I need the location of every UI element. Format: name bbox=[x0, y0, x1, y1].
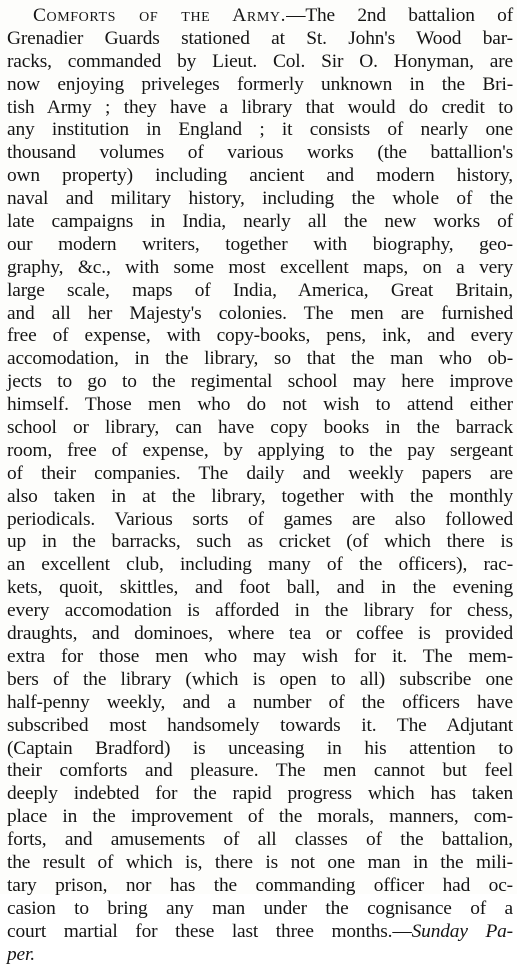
article-text-line: any institution in England ; it consists of nearly one bbox=[7, 119, 513, 141]
article-text-line: late campaigns in India, nearly all the new works of bbox=[7, 211, 513, 233]
article-column bbox=[7, 5, 513, 966]
article-text-line: an excellent club, including many of the officers), rac- bbox=[7, 554, 513, 576]
article-text-line: the result of which is, there is not one man in the mili- bbox=[7, 851, 513, 873]
article-text-line: large scale, maps of India, America, Great Britain, bbox=[7, 279, 513, 301]
article-text-line: of their companies. The daily and weekly papers are bbox=[7, 462, 513, 484]
article-text-line: now enjoying priveleges formerly unknown in the Bri- bbox=[7, 73, 513, 95]
article-headline: Comforts of the Army. bbox=[33, 5, 287, 26]
article-text-line: accomodation, in the library, so that the man who ob- bbox=[7, 348, 513, 370]
article-last-text-line bbox=[7, 921, 513, 944]
article-text-line: jects to go to the regimental school may here improve bbox=[7, 371, 513, 393]
article-text-line: every accomodation is afforded in the library for chess, bbox=[7, 600, 513, 622]
article-text-line: periodicals. Various sorts of games are also followed bbox=[7, 508, 513, 530]
article-text-line: extra for those men who may wish for it. The mem- bbox=[7, 645, 513, 667]
article-source: Sunday Pa- bbox=[411, 920, 513, 942]
article-text-line: subscribed most handsomely towards it. The Adjutant bbox=[7, 714, 513, 736]
article-text-line: naval and military history, including the whole of the bbox=[7, 188, 513, 210]
article-text-line: half-penny weekly, and a number of the officers have bbox=[7, 691, 513, 713]
article-text-line: racks, commanded by Lieut. Col. Sir O. Honyman, are bbox=[7, 50, 513, 72]
article-text-line: draughts, and dominoes, where tea or coffee is provided bbox=[7, 623, 513, 645]
article-text-line: Grenadier Guards stationed at St. John's Wood bar- bbox=[7, 27, 513, 49]
article-text-line: their comforts and pleasure. The men cannot but feel bbox=[7, 760, 513, 782]
article-text-line: deeply indebted for the rapid progress which has taken bbox=[7, 783, 513, 805]
article-text-line: (Captain Bradford) is unceasing in his attention to bbox=[7, 737, 513, 759]
article-text-line: and all her Majesty's colonies. The men are furnished bbox=[7, 302, 513, 324]
article-text-line: himself. Those men who do not wish to attend either bbox=[7, 394, 513, 416]
article-text-line: own property) including ancient and modern history, bbox=[7, 165, 513, 187]
article-text-line: forts, and amusements of all classes of the battalion, bbox=[7, 829, 513, 851]
article-source-end: per. bbox=[7, 943, 35, 965]
article-text-line: school or library, can have copy books in the barrack bbox=[7, 417, 513, 439]
article-text-line: up in the barracks, such as cricket (of which there is bbox=[7, 531, 513, 553]
article-text-line: kets, quoit, skittles, and foot ball, and in the evening bbox=[7, 577, 513, 599]
article-text-line: also taken in at the library, together with the monthly bbox=[7, 485, 513, 507]
article-source-continuation-line bbox=[7, 944, 513, 966]
article-text-line: thousand volumes of various works (the battallion's bbox=[7, 142, 513, 164]
article-text-line: tary prison, nor has the commanding officer had oc- bbox=[7, 874, 513, 896]
article-text-line: casion to bring any man under the cognisance of a bbox=[7, 897, 513, 919]
article-text-line: our modern writers, together with biography, geo- bbox=[7, 233, 513, 255]
article-text-line: room, free of expense, by applying to the pay sergeant bbox=[7, 439, 513, 461]
article-text-line: graphy, &c., with some most excellent maps, on a very bbox=[7, 256, 513, 278]
article-first-line: Comforts of the Army.—The 2nd battalion of bbox=[33, 5, 513, 26]
article-text-line: court martial for these last three months.— bbox=[7, 920, 412, 942]
article-text-line: tish Army ; they have a library that would do credit to bbox=[7, 96, 513, 118]
article-text-line: The 2nd battalion of bbox=[305, 5, 513, 26]
article-text-line: free of expense, with copy-books, pens, ink, and every bbox=[7, 325, 513, 347]
article-text-line: place in the improvement of the morals, manners, com- bbox=[7, 806, 513, 828]
article-text-line: bers of the library (which is open to all) subscribe one bbox=[7, 668, 513, 690]
